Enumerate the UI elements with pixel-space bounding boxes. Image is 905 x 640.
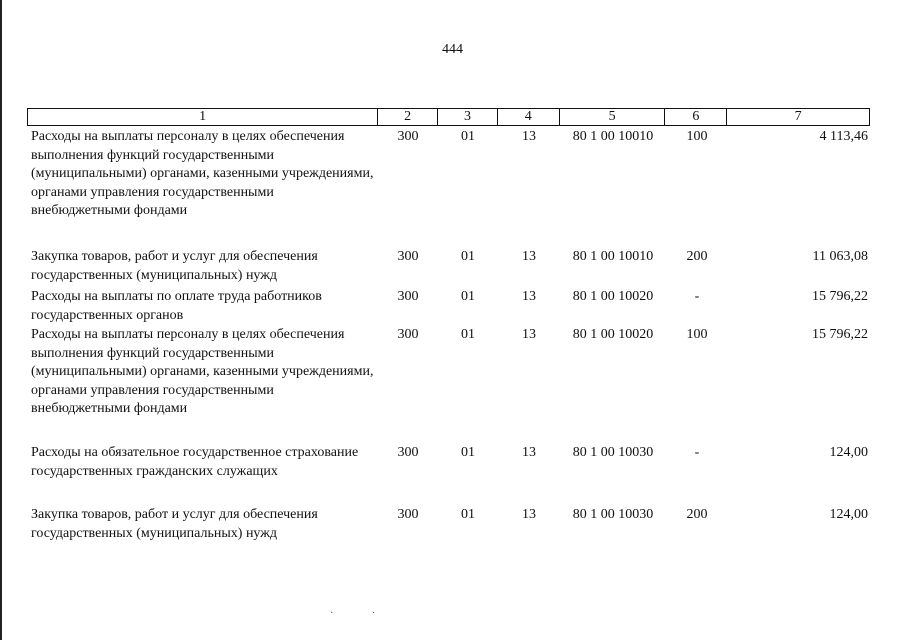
row-col-2: 300 [397,445,419,460]
row-col-4: 13 [522,129,536,144]
row-col-3: 01 [461,249,475,264]
table-row [27,444,870,481]
row-description: Расходы на выплаты персоналу в целях обеспечения выполнения функций государственными (муниципальными) органами, казенными учреждениями, органами управления государственными внебюджетными фондами [31,129,374,218]
row-col-3: 01 [461,507,475,522]
row-amount: 15 796,22 [812,327,868,342]
row-amount: 124,00 [829,445,868,460]
row-description: Закупка товаров, работ и услуг для обеспечения государственных (муниципальных) нужд [31,249,318,283]
row-col-3: 01 [461,289,475,304]
row-col-4: 13 [522,289,536,304]
table-row [27,288,870,325]
row-col-5: 80 1 00 10020 [572,289,654,304]
scan-specks: · · [330,608,394,619]
table-header-row [27,108,870,126]
header-cell-3: 3 [438,109,498,125]
row-description: Расходы на выплаты персоналу в целях обеспечения выполнения функций государственными (муниципальными) органами, казенными учреждениями, органами управления государственными внебюджетными фондами [31,327,374,416]
row-col-2: 300 [397,289,419,304]
table-row [27,506,870,543]
row-col-3: 01 [461,129,475,144]
table-row [27,248,870,285]
row-col-5: 80 1 00 10030 [572,507,654,522]
row-description: Расходы на обязательное государственное страхование государственных гражданских служащих [31,445,359,479]
header-cell-5: 5 [560,109,666,125]
row-amount: 4 113,46 [819,129,868,144]
header-cell-6: 6 [665,109,727,125]
row-description: Закупка товаров, работ и услуг для обеспечения государственных (муниципальных) нужд [31,507,318,541]
row-col-6: 200 [686,507,708,522]
row-description: Расходы на выплаты по оплате труда работников государственных органов [31,289,322,323]
table-row [27,128,870,221]
header-cell-2: 2 [378,109,438,125]
scan-left-border [0,0,2,640]
page-number: 444 [442,42,463,57]
row-col-4: 13 [522,327,536,342]
row-amount: 124,00 [829,507,868,522]
row-col-4: 13 [522,445,536,460]
row-col-3: 01 [461,445,475,460]
header-cell-4: 4 [498,109,560,125]
row-col-4: 13 [522,507,536,522]
row-col-6: 200 [686,249,708,264]
row-col-5: 80 1 00 10010 [572,249,654,264]
table-row [27,326,870,419]
header-cell-7: 7 [794,109,802,124]
row-col-5: 80 1 00 10020 [572,327,654,342]
row-col-6: 100 [686,129,708,144]
row-col-2: 300 [397,327,419,342]
row-col-3: 01 [461,327,475,342]
header-cell-1: 1 [28,109,378,125]
row-col-6: 100 [686,327,708,342]
row-col-5: 80 1 00 10030 [572,445,654,460]
row-col-5: 80 1 00 10010 [572,129,654,144]
row-col-6: - [694,445,700,460]
row-col-2: 300 [397,249,419,264]
row-amount: 15 796,22 [812,289,868,304]
row-col-2: 300 [397,129,419,144]
row-col-6: - [694,289,700,304]
row-amount: 11 063,08 [812,249,868,264]
row-col-2: 300 [397,507,419,522]
row-col-4: 13 [522,249,536,264]
